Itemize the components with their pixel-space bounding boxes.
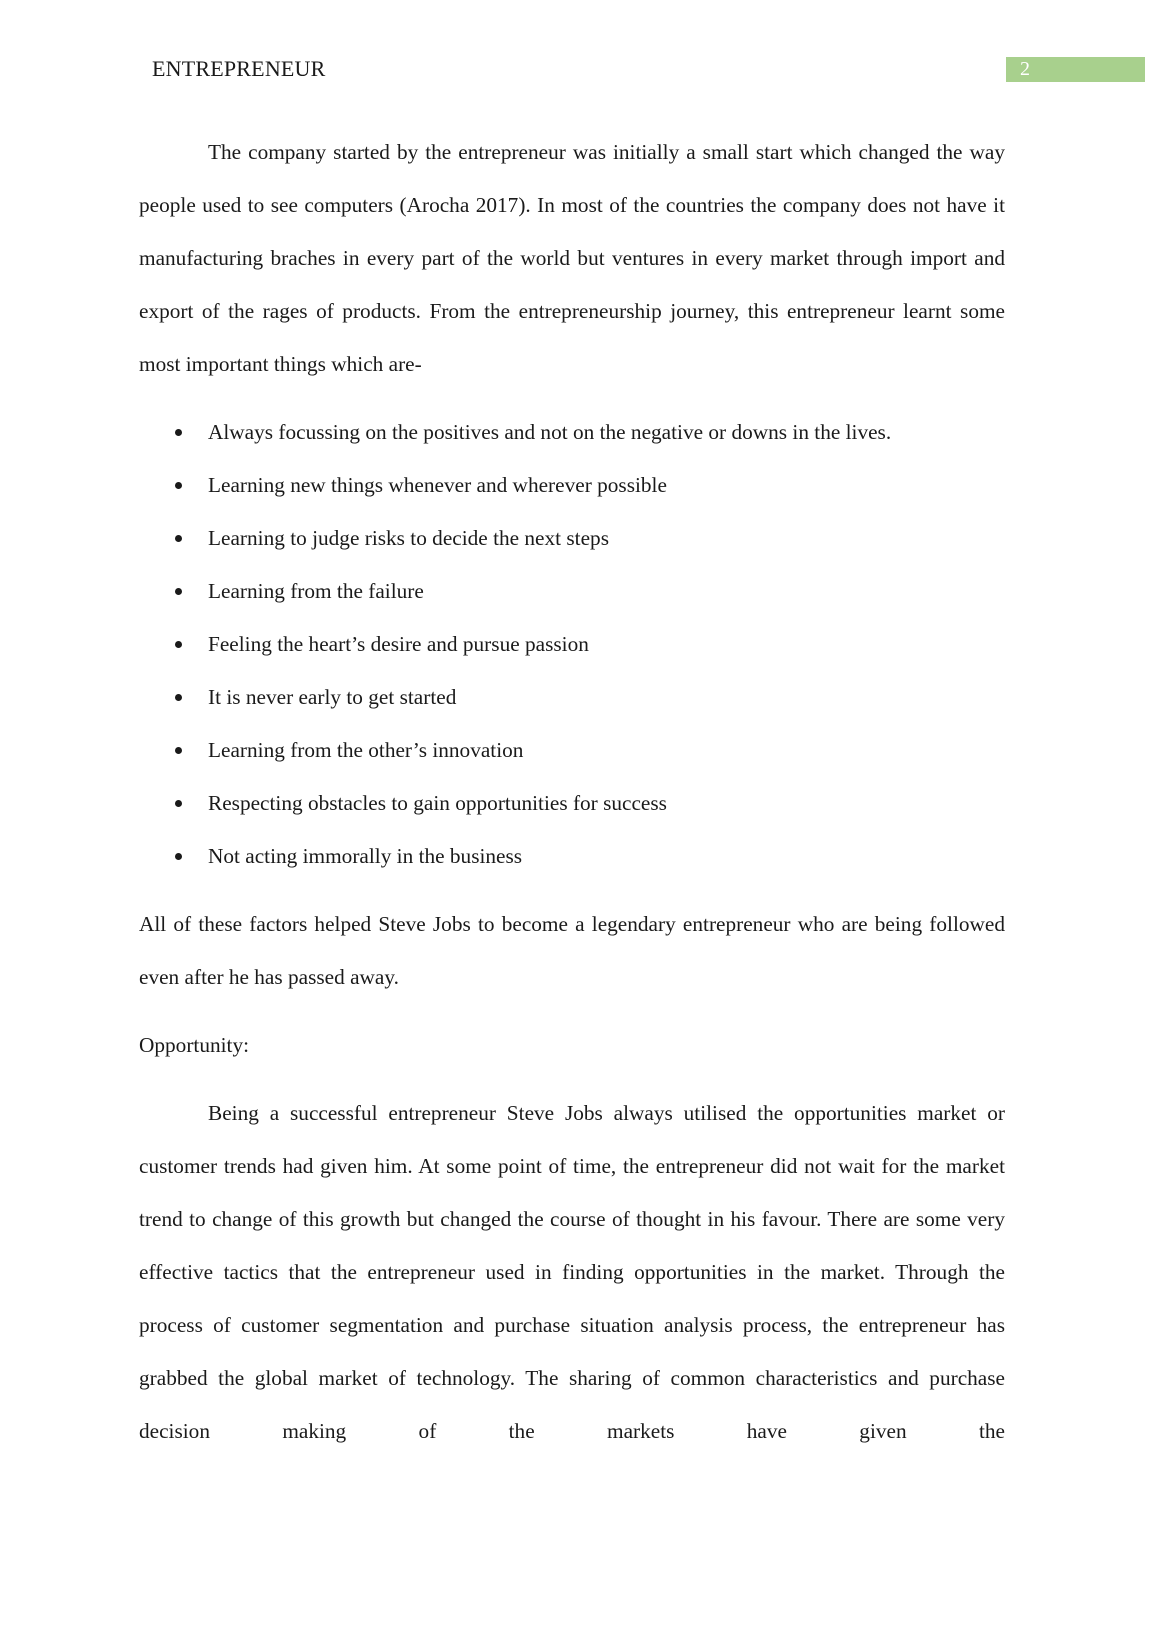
page-number-badge [1006, 57, 1145, 82]
summary-paragraph: All of these factors helped Steve Jobs to become a legendary entrepreneur who are being followed even after he has passed away. [139, 912, 1005, 989]
list-item-text: Learning new things whenever and wherever possible [208, 473, 667, 497]
intro-paragraph: The company started by the entrepreneur was initially a small start which changed the way people used to see computers (Arocha 2017). In most of the countries the company does not have it manufacturing braches in every part of the world but ventures in every market through import and export of the rages of products. From the entrepreneurship journey, this entrepreneur learnt some most important things which are- [139, 140, 1005, 376]
bullet-icon [175, 853, 182, 860]
list-item-text: Feeling the heart’s desire and pursue passion [208, 632, 589, 656]
bullet-icon [175, 482, 182, 489]
list-item [139, 724, 1005, 777]
list-item-text: Not acting immorally in the business [208, 844, 523, 868]
opportunity-paragraph: Being a successful entrepreneur Steve Jobs always utilised the opportunities market or customer trends had given him. At some point of time, the entrepreneur did not wait for the market trend to change of this growth but changed the course of thought in his favour. There are some very effective tactics that the entrepreneur used in finding opportunities in the market. Through the process of customer segmentation and purchase situation analysis process, the entrepreneur has grabbed the global market of technology. The sharing of common characteristics and purchase decision making of the markets have given the [139, 1101, 1005, 1443]
document-body [139, 126, 1005, 1458]
list-item-text: Always focussing on the positives and not on the negative or downs in the lives. [208, 420, 892, 444]
list-item-text: Learning from the other’s innovation [208, 738, 524, 762]
list-item-text: It is never early to get started [208, 685, 457, 709]
list-item [139, 406, 1005, 459]
bullet-icon [175, 429, 182, 436]
list-item [139, 512, 1005, 565]
page-number: 2 [1020, 58, 1030, 80]
bullet-icon [175, 641, 182, 648]
list-item-text: Learning to judge risks to decide the next steps [208, 526, 609, 550]
list-item [139, 671, 1005, 724]
list-item [139, 830, 1005, 883]
list-item [139, 459, 1005, 512]
list-item [139, 565, 1005, 618]
list-item [139, 618, 1005, 671]
section-heading: Opportunity: [139, 1033, 250, 1057]
list-item-text: Respecting obstacles to gain opportunities for success [208, 791, 667, 815]
bullet-icon [175, 535, 182, 542]
list-item [139, 777, 1005, 830]
bullet-icon [175, 588, 182, 595]
running-header: ENTREPRENEUR [152, 56, 326, 81]
bullet-icon [175, 800, 182, 807]
list-item-text: Learning from the failure [208, 579, 424, 603]
bullet-icon [175, 694, 182, 701]
bullet-icon [175, 747, 182, 754]
lessons-list [139, 406, 1005, 883]
